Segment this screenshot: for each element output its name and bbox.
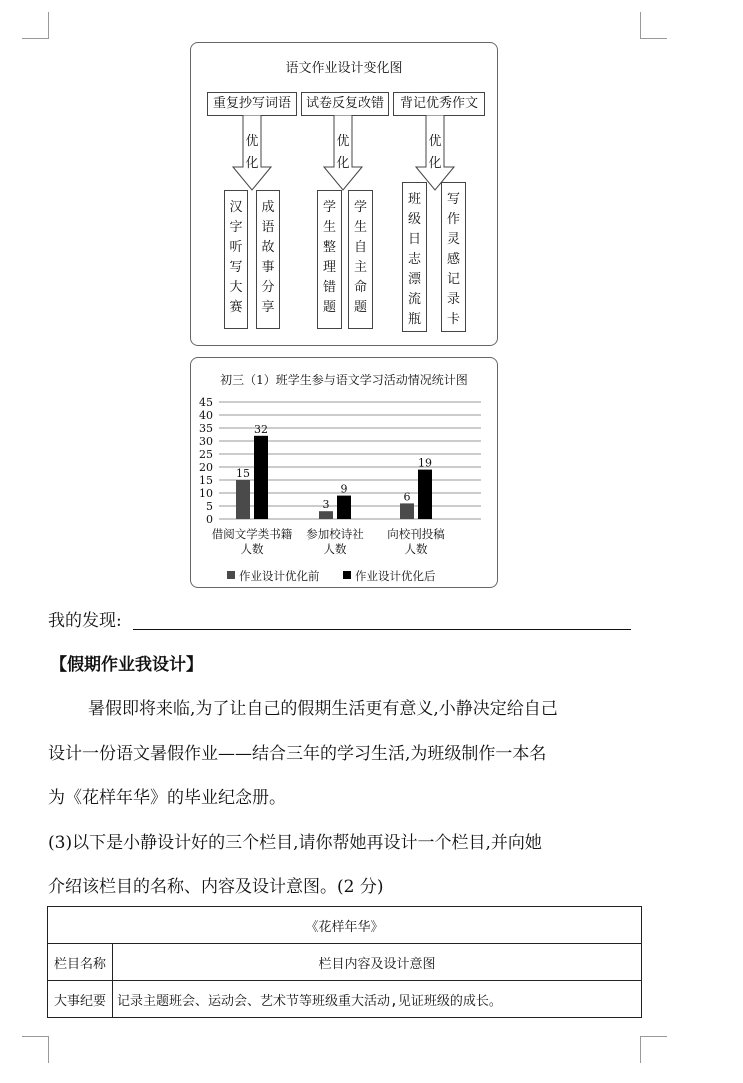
legend-swatch — [227, 571, 235, 579]
legend-label: 作业设计优化后 — [355, 569, 436, 583]
arrow-label: 化 — [336, 156, 350, 171]
y-tick-label: 25 — [199, 448, 213, 461]
question-line: (3)以下是小静设计好的三个栏目,请你帮她再设计一个栏目,并向她 — [48, 833, 542, 853]
paragraph-line: 为《花样年华》的毕业纪念册。 — [48, 788, 286, 808]
diagram-title: 语文作业设计变化图 — [285, 61, 403, 76]
bar — [400, 503, 414, 519]
y-tick-label: 15 — [199, 474, 213, 487]
x-category-label: 借阅文学类书籍 — [211, 527, 293, 541]
table-title: 《花样年华》 — [48, 907, 642, 944]
y-tick-label: 30 — [199, 435, 213, 448]
result-box: 班 级 日 志 漂 流 瓶 — [402, 182, 427, 332]
bar — [319, 511, 333, 519]
source-box: 重复抄写词语 — [207, 92, 297, 116]
legend-label: 作业设计优化前 — [239, 569, 320, 583]
data-label: 15 — [236, 467, 250, 480]
page-corner-mark — [22, 1036, 49, 1063]
y-tick-label: 40 — [199, 409, 213, 422]
data-label: 6 — [403, 490, 411, 504]
bar — [337, 496, 351, 519]
result-box: 汉 字 听 写 大 赛 — [224, 190, 248, 329]
legend-swatch — [343, 571, 351, 579]
y-tick-label: 20 — [199, 461, 213, 474]
x-category-label: 人数 — [240, 542, 264, 556]
source-box: 背记优秀作文 — [393, 92, 485, 116]
arrow-label: 优 — [428, 134, 442, 149]
result-box: 成 语 故 事 分 享 — [256, 190, 280, 329]
x-category-label: 向校刊投稿 — [387, 527, 445, 541]
arrow-label: 优 — [245, 134, 259, 149]
data-label: 3 — [322, 498, 330, 512]
source-box: 试卷反复改错 — [301, 92, 389, 116]
data-label: 32 — [254, 422, 268, 436]
result-box: 学 生 整 理 错 题 — [317, 190, 342, 329]
data-label: 9 — [340, 482, 348, 496]
bar-chart — [191, 358, 497, 587]
result-box: 写 作 灵 感 记 录 卡 — [441, 182, 466, 332]
bar — [254, 436, 268, 519]
activity-statistics-chart — [190, 357, 498, 588]
arrow-label: 化 — [428, 156, 442, 171]
question-line: 介绍该栏目的名称、内容及设计意图。(2 分) — [48, 877, 384, 897]
page-corner-mark — [640, 1036, 667, 1063]
y-tick-label: 45 — [199, 396, 213, 409]
arrow-label: 化 — [245, 156, 259, 171]
y-tick-label: 10 — [199, 487, 213, 500]
bar — [418, 470, 432, 519]
chart-title: 初三（1）班学生参与语文学习活动情况统计图 — [220, 373, 468, 387]
result-box: 学 生 自 主 命 题 — [348, 190, 373, 329]
page-corner-mark — [640, 12, 667, 39]
homework-change-diagram — [190, 42, 498, 346]
data-label: 19 — [418, 456, 432, 470]
table-row — [48, 981, 642, 1018]
table-cell: 大事纪要 — [48, 981, 113, 1018]
paragraph-line: 暑假即将来临,为了让自己的假期生活更有意义,小静决定给自己 — [88, 699, 558, 719]
y-tick-label: 35 — [199, 422, 213, 435]
table-cell: 记录主题班会、运动会、艺术节等班级重大活动,见证班级的成长。 — [113, 981, 642, 1018]
section-title: 【假期作业我设计】 — [50, 655, 203, 675]
answer-blank[interactable] — [133, 628, 631, 630]
table-header-cell: 栏目内容及设计意图 — [113, 944, 642, 981]
paragraph-line: 设计一份语文暑假作业——结合三年的学习生活,为班级制作一本名 — [48, 744, 547, 764]
arrow-label: 优 — [336, 134, 350, 149]
table-header-cell: 栏目名称 — [48, 944, 113, 981]
y-tick-label: 0 — [206, 513, 213, 526]
page-corner-mark — [22, 12, 49, 39]
discovery-label: 我的发现: — [48, 611, 122, 631]
x-category-label: 参加校诗社 — [306, 527, 364, 541]
bar — [236, 480, 250, 519]
yearbook-column-table — [47, 906, 642, 1018]
x-category-label: 人数 — [323, 542, 347, 556]
x-category-label: 人数 — [404, 542, 428, 556]
y-tick-label: 5 — [206, 500, 213, 513]
